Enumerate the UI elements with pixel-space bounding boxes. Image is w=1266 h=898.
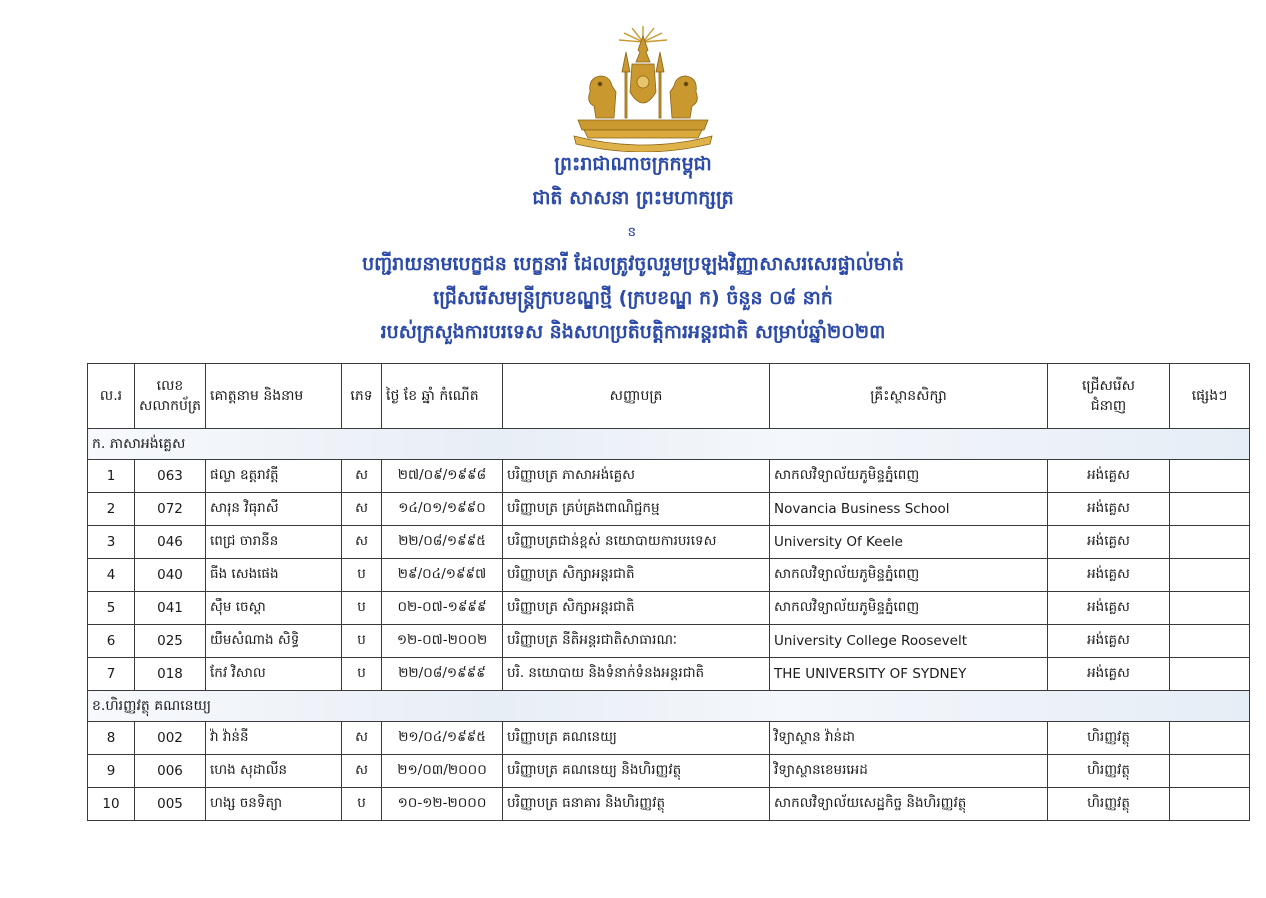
document-title-line-2: ជ្រើសរើសមន្ត្រីក្របខណ្ឌថ្មី (ក្របខណ្ឌ ក) ចំនួន ០៨ នាក់ [433, 287, 833, 309]
cell-name: កែវ វិសាល [206, 658, 342, 691]
table-header-row [88, 364, 1250, 429]
cell-remarks [1170, 559, 1250, 592]
cell-specialty: អង់គ្លេស [1048, 592, 1170, 625]
cell-degree: បរិញ្ញាបត្រ គ្រប់គ្រងពាណិជ្ជកម្ម [503, 493, 770, 526]
cell-institution: វិទ្យាស្ថានខេមរអេដ [770, 755, 1048, 788]
cell-no: 1 [88, 460, 135, 493]
cell-institution: សាកលវិទ្យាល័យសេដ្ឋកិច្ច និងហិរញ្ញវត្ថុ [770, 788, 1048, 821]
cell-specialty: អង់គ្លេស [1048, 658, 1170, 691]
national-motto: ជាតិ សាសនា ព្រះមហាក្សត្រ [532, 187, 734, 209]
cell-institution: University Of Keele [770, 526, 1048, 559]
cell-no: 2 [88, 493, 135, 526]
section-row [88, 429, 1250, 460]
table-body [88, 429, 1250, 821]
cell-dob: ២១/០៤/១៩៩៥ [382, 722, 503, 755]
cell-name: ហេង សុដាលីន [206, 755, 342, 788]
cell-remarks [1170, 625, 1250, 658]
cell-specialty: អង់គ្លេស [1048, 493, 1170, 526]
cell-no: 7 [88, 658, 135, 691]
table-row [88, 460, 1250, 493]
cell-institution: វិទ្យាស្ថាន វ៉ាន់ដា [770, 722, 1048, 755]
cell-dob: ១៤/០១/១៩៩០ [382, 493, 503, 526]
cell-no: 3 [88, 526, 135, 559]
royal-coat-of-arms-emblem [570, 22, 716, 152]
cell-name: សារុន វិធុរាសី [206, 493, 342, 526]
cell-degree: បរិញ្ញាបត្រជាន់ខ្ពស់ នយោបាយការបរទេស [503, 526, 770, 559]
cell-degree: បរិញ្ញាបត្រ សិក្សាអន្តរជាតិ [503, 559, 770, 592]
cell-name: ហង្ស ចនទិត្យា [206, 788, 342, 821]
cell-candidate-number: 041 [135, 592, 206, 625]
table-row [88, 559, 1250, 592]
cell-candidate-number: 002 [135, 722, 206, 755]
header-specialty-line1: ជ្រើសរើស [1081, 378, 1136, 394]
cell-sex: ប [342, 625, 382, 658]
section-title: ក. ភាសាអង់គ្លេស [88, 429, 1250, 460]
kingdom-heading: ព្រះរាជាណាចក្រកម្ពុជា [554, 153, 712, 175]
cell-specialty: អង់គ្លេស [1048, 625, 1170, 658]
cell-dob: ២១/០៣/២០០០ [382, 755, 503, 788]
table-row [88, 788, 1250, 821]
cell-name: ផល្លា ឧត្តរាវត្តី [206, 460, 342, 493]
cell-name: យឹមសំណាង សិទ្ធិ [206, 625, 342, 658]
cell-degree: បរិញ្ញាបត្រ សិក្សាអន្តរជាតិ [503, 592, 770, 625]
cell-candidate-number: 005 [135, 788, 206, 821]
cell-degree: បរិញ្ញាបត្រ នីតិអន្តរជាតិសាធារណៈ [503, 625, 770, 658]
section-title: ខ.ហិរញ្ញវត្ថុ គណនេយ្យ [88, 691, 1250, 722]
cell-candidate-number: 046 [135, 526, 206, 559]
table-row [88, 722, 1250, 755]
cell-degree: បរិញ្ញាបត្រ គណនេយ្យ និងហិរញ្ញវត្ថុ [503, 755, 770, 788]
table-row [88, 526, 1250, 559]
cell-no: 9 [88, 755, 135, 788]
table-row [88, 493, 1250, 526]
cell-sex: ស [342, 755, 382, 788]
cell-remarks [1170, 658, 1250, 691]
cell-name: ពេជ្រ ចារានីន [206, 526, 342, 559]
cell-specialty: អង់គ្លេស [1048, 460, 1170, 493]
cell-remarks [1170, 755, 1250, 788]
cell-dob: ១២-០៧-២០០២ [382, 625, 503, 658]
cell-remarks [1170, 722, 1250, 755]
cell-sex: ប [342, 559, 382, 592]
cell-remarks [1170, 526, 1250, 559]
cell-sex: ប [342, 592, 382, 625]
cell-institution: THE UNIVERSITY OF SYDNEY [770, 658, 1048, 691]
cell-candidate-number: 018 [135, 658, 206, 691]
cell-dob: ២៩/០៤/១៩៩៧ [382, 559, 503, 592]
cell-institution: សាកលវិទ្យាល័យភូមិន្ទភ្នំពេញ [770, 559, 1048, 592]
cell-degree: បរិញ្ញាបត្រ ភាសាអង់គ្លេស [503, 460, 770, 493]
cell-remarks [1170, 493, 1250, 526]
cell-candidate-number: 063 [135, 460, 206, 493]
cell-degree: បរិញ្ញាបត្រ គណនេយ្យ [503, 722, 770, 755]
document-title-line-3: របស់ក្រសួងការបរទេស និងសហប្រតិបត្តិការអន្តរជាតិ សម្រាប់ឆ្នាំ២០២៣ [380, 321, 886, 343]
header-sex: ភេទ [342, 364, 382, 429]
cell-sex: ស [342, 722, 382, 755]
cell-sex: ប [342, 788, 382, 821]
cell-no: 6 [88, 625, 135, 658]
header-specialty [1048, 364, 1170, 429]
cell-candidate-number: 072 [135, 493, 206, 526]
cell-dob: ២៧/០៩/១៩៩៨ [382, 460, 503, 493]
table-row [88, 625, 1250, 658]
header-institution: គ្រឹះស្ថានសិក្សា [770, 364, 1048, 429]
cell-specialty: ហិរញ្ញវត្ថុ [1048, 722, 1170, 755]
header-no: ល.រ [88, 364, 135, 429]
cell-specialty: ហិរញ្ញវត្ថុ [1048, 788, 1170, 821]
table-row [88, 755, 1250, 788]
table-row [88, 658, 1250, 691]
cell-sex: ស [342, 460, 382, 493]
document-title-line-1: បញ្ជីរាយនាមបេក្ខជន បេក្ខនារី ដែលត្រូវចូលរួមប្រឡងវិញ្ញាសាសរសេរផ្ទាល់មាត់ [362, 253, 904, 275]
cell-specialty: អង់គ្លេស [1048, 526, 1170, 559]
cell-no: 10 [88, 788, 135, 821]
ornament-divider: ៜ [627, 224, 639, 240]
header-candidate-number-line2: សលាកប័ត្រ [139, 398, 201, 414]
header-remarks: ផ្សេងៗ [1170, 364, 1250, 429]
cell-name: វ៉ា វ៉ាន់នី [206, 722, 342, 755]
cell-dob: ១០-១២-២០០០ [382, 788, 503, 821]
cell-institution: សាកលវិទ្យាល័យភូមិន្ទភ្នំពេញ [770, 460, 1048, 493]
cell-name: ស៊ឹម ចេស្តា [206, 592, 342, 625]
cell-candidate-number: 006 [135, 755, 206, 788]
cell-no: 8 [88, 722, 135, 755]
header-specialty-line2: ជំនាញ [1090, 398, 1127, 414]
cell-no: 5 [88, 592, 135, 625]
cell-institution: សាកលវិទ្យាល័យភូមិន្ទភ្នំពេញ [770, 592, 1048, 625]
section-row [88, 691, 1250, 722]
header-degree: សញ្ញាបត្រ [503, 364, 770, 429]
cell-candidate-number: 025 [135, 625, 206, 658]
cell-degree: បរិ. នយោបាយ និងទំនាក់ទំនងអន្តរជាតិ [503, 658, 770, 691]
cell-sex: ស [342, 493, 382, 526]
cell-name: ធីង សេងផេង [206, 559, 342, 592]
cell-no: 4 [88, 559, 135, 592]
header-candidate-number-line1: លេខ [156, 378, 184, 394]
cell-remarks [1170, 788, 1250, 821]
cell-specialty: អង់គ្លេស [1048, 559, 1170, 592]
cell-sex: ប [342, 658, 382, 691]
cell-remarks [1170, 592, 1250, 625]
cell-sex: ស [342, 526, 382, 559]
cell-institution: Novancia Business School [770, 493, 1048, 526]
header-dob: ថ្ងៃ ខែ ឆ្នាំ កំណើត [382, 364, 503, 429]
table-row [88, 592, 1250, 625]
candidate-table [87, 363, 1250, 821]
cell-dob: ២២/០៨/១៩៩៥ [382, 526, 503, 559]
cell-specialty: ហិរញ្ញវត្ថុ [1048, 755, 1170, 788]
cell-dob: ២២/០៨/១៩៩៩ [382, 658, 503, 691]
header-candidate-number [135, 364, 206, 429]
header-name: គោត្តនាម និងនាម [206, 364, 342, 429]
cell-degree: បរិញ្ញាបត្រ ធនាគារ និងហិរញ្ញវត្ថុ [503, 788, 770, 821]
cell-dob: ០២-០៧-១៩៩៩ [382, 592, 503, 625]
cell-remarks [1170, 460, 1250, 493]
cell-institution: University College Roosevelt [770, 625, 1048, 658]
cell-candidate-number: 040 [135, 559, 206, 592]
